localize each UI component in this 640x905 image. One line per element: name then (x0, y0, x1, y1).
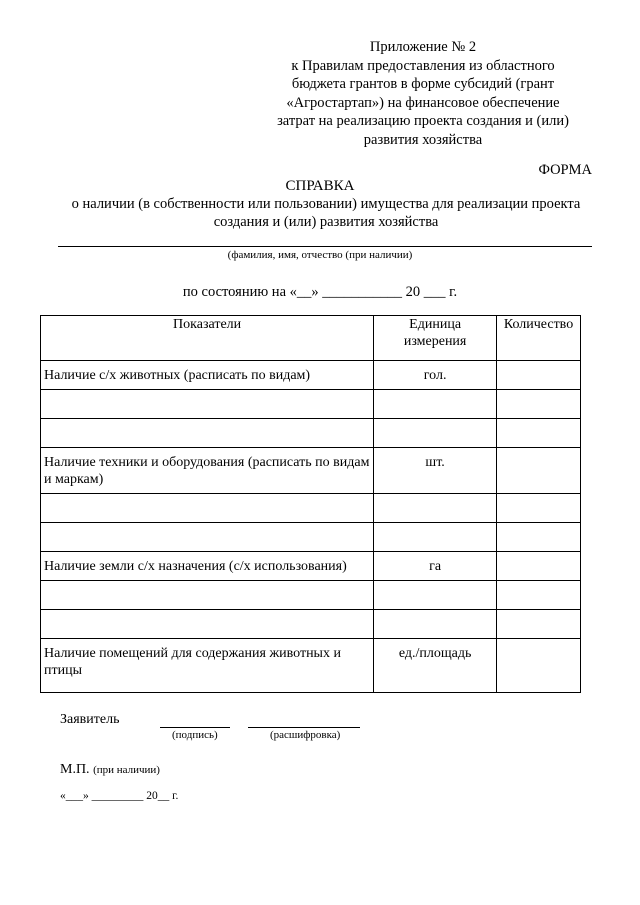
signature-decode-caption: (расшифровка) (270, 729, 341, 741)
applicant-name-caption: (фамилия, имя, отчество (при наличии) (227, 249, 413, 261)
property-table (40, 315, 581, 693)
cell-unit[interactable] (374, 390, 497, 419)
cell-unit: га (374, 552, 497, 581)
appendix-text-line: затрат на реализацию проекта создания и (или) (277, 113, 569, 129)
cell-unit: шт. (374, 448, 497, 494)
cell-unit[interactable] (374, 494, 497, 523)
cell-indicator: Наличие техники и оборудования (расписать по видам и маркам) (41, 448, 374, 494)
appendix-text-line: «Агростартап») на финансовое обеспечение (286, 94, 560, 111)
header-unit (374, 316, 497, 361)
cell-unit: ед./площадь (374, 639, 497, 693)
cell-quantity[interactable] (497, 448, 581, 494)
cell-indicator[interactable] (41, 390, 374, 419)
applicant-label: Заявитель (60, 712, 120, 727)
cell-indicator[interactable] (41, 494, 374, 523)
table-row (41, 448, 581, 494)
header-unit-line: измерения (403, 334, 467, 349)
header-quantity: Количество (497, 316, 581, 361)
table-row (41, 552, 581, 581)
cell-unit[interactable] (374, 523, 497, 552)
cell-quantity[interactable] (497, 552, 581, 581)
form-label: ФОРМА (538, 162, 592, 178)
cell-indicator[interactable] (41, 610, 374, 639)
applicant-name-line[interactable] (58, 246, 592, 247)
table-row (41, 523, 581, 552)
cell-unit[interactable] (374, 419, 497, 448)
cell-unit[interactable] (374, 610, 497, 639)
table-row (41, 581, 581, 610)
cell-quantity[interactable] (497, 523, 581, 552)
appendix-text-line: бюджета грантов в форме субсидий (грант (291, 76, 555, 92)
table-row (41, 610, 581, 639)
cell-quantity[interactable] (497, 610, 581, 639)
subtitle-line: о наличии (в собственности или пользовании) имущества для реализации проекта (71, 196, 581, 212)
appendix-text-line: к Правилам предоставления из областного (291, 57, 555, 74)
table-row (41, 361, 581, 390)
cell-quantity[interactable] (497, 581, 581, 610)
signature-decode-line[interactable] (248, 727, 360, 728)
cell-quantity[interactable] (497, 639, 581, 693)
document-title: СПРАВКА (285, 178, 355, 194)
signature-caption: (подпись) (172, 729, 218, 741)
table-row (41, 419, 581, 448)
appendix-number: Приложение № 2 (369, 39, 477, 55)
cell-indicator[interactable] (41, 581, 374, 610)
cell-indicator: Наличие с/х животных (расписать по видам) (41, 361, 374, 390)
table-row (41, 494, 581, 523)
cell-quantity[interactable] (497, 419, 581, 448)
document-subtitle (52, 195, 600, 231)
header-unit-line: Единица (409, 317, 462, 332)
cell-indicator[interactable] (41, 523, 374, 552)
signature-date: «___» _________ 20__ г. (60, 790, 179, 802)
table-header-row (41, 316, 581, 361)
signature-line[interactable] (160, 727, 230, 728)
cell-indicator: Наличие помещений для содержания животных и птицы (41, 639, 374, 693)
table-row (41, 639, 581, 693)
header-indicator: Показатели (41, 316, 374, 361)
appendix-header (268, 38, 578, 149)
subtitle-line: создания и (или) развития хозяйства (213, 214, 439, 230)
cell-indicator[interactable] (41, 419, 374, 448)
as-of-date: по состоянию на «__» ___________ 20 ___ г. (182, 284, 458, 300)
stamp-label: М.П. (60, 762, 90, 777)
cell-quantity[interactable] (497, 361, 581, 390)
cell-quantity[interactable] (497, 390, 581, 419)
table-row (41, 390, 581, 419)
appendix-text-line: развития хозяйства (363, 131, 483, 148)
cell-unit[interactable] (374, 581, 497, 610)
stamp-place (60, 762, 160, 778)
cell-quantity[interactable] (497, 494, 581, 523)
cell-unit: гол. (374, 361, 497, 390)
stamp-note: (при наличии) (93, 764, 160, 776)
cell-indicator: Наличие земли с/х назначения (с/х использования) (41, 552, 374, 581)
